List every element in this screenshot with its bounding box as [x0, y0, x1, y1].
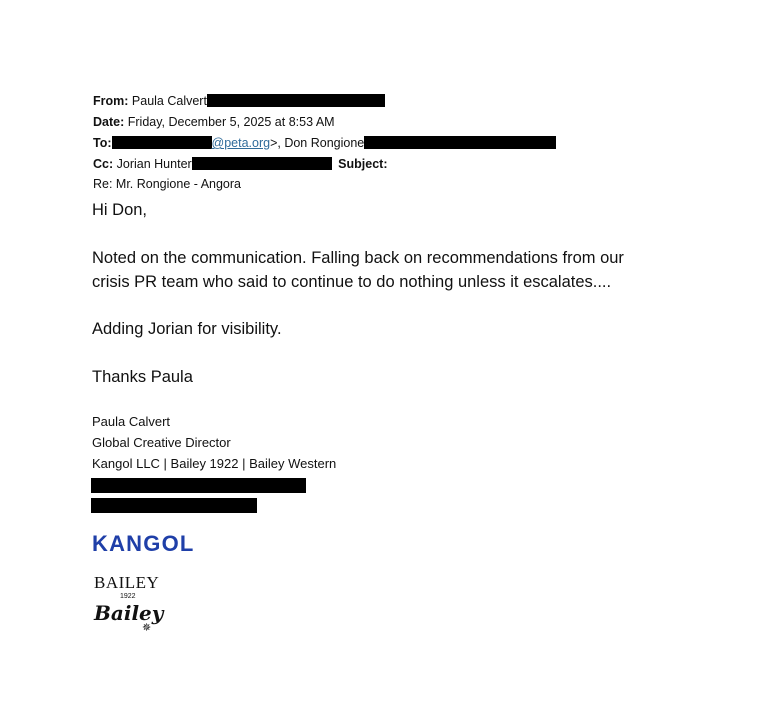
- cc-line: [93, 156, 387, 172]
- body-paragraph-2: Adding Jorian for visibility.: [92, 320, 282, 338]
- closing: Thanks Paula: [92, 368, 193, 386]
- redaction-block: [112, 136, 212, 149]
- cc-label: Cc:: [93, 157, 114, 171]
- cc-name: Jorian Hunter: [116, 157, 192, 171]
- redaction-block: [192, 157, 332, 170]
- subject-value: Re: Mr. Rongione - Angora: [93, 177, 241, 191]
- from-label: From:: [93, 94, 129, 108]
- to-line: [93, 135, 556, 151]
- signature-title: Global Creative Director: [92, 435, 231, 450]
- redaction-block: [207, 94, 385, 107]
- redaction-block: [91, 498, 257, 513]
- date-label: Date:: [93, 115, 125, 129]
- to-label: To:: [93, 136, 112, 150]
- bailey-star-icon: ✵: [142, 622, 152, 634]
- redaction-block: [91, 478, 306, 493]
- greeting: Hi Don,: [92, 201, 148, 219]
- bailey-logo-year: 1922: [120, 593, 136, 600]
- signature-company: Kangol LLC | Bailey 1922 | Bailey Western: [92, 456, 337, 471]
- bailey-logo-script: Bailey: [94, 601, 164, 625]
- to-rest: >, Don Rongione: [270, 136, 365, 150]
- body-line-2: crisis PR team who said to continue to do nothing unless it escalates....: [92, 273, 612, 291]
- body-line-1: Noted on the communication. Falling back on recommendations from our: [92, 249, 624, 267]
- date-line: [93, 114, 335, 130]
- from-line: [93, 93, 385, 109]
- date-value: Friday, December 5, 2025 at 8:53 AM: [127, 115, 335, 129]
- subject-label: Subject:: [338, 157, 388, 171]
- from-name: Paula Calvert: [131, 94, 207, 108]
- bailey-logo-top: BAILEY: [94, 573, 160, 592]
- signature-name: Paula Calvert: [92, 414, 171, 429]
- to-email-link[interactable]: @peta.org: [211, 136, 271, 150]
- redaction-block: [364, 136, 556, 149]
- kangol-logo: KANGOL: [92, 531, 195, 556]
